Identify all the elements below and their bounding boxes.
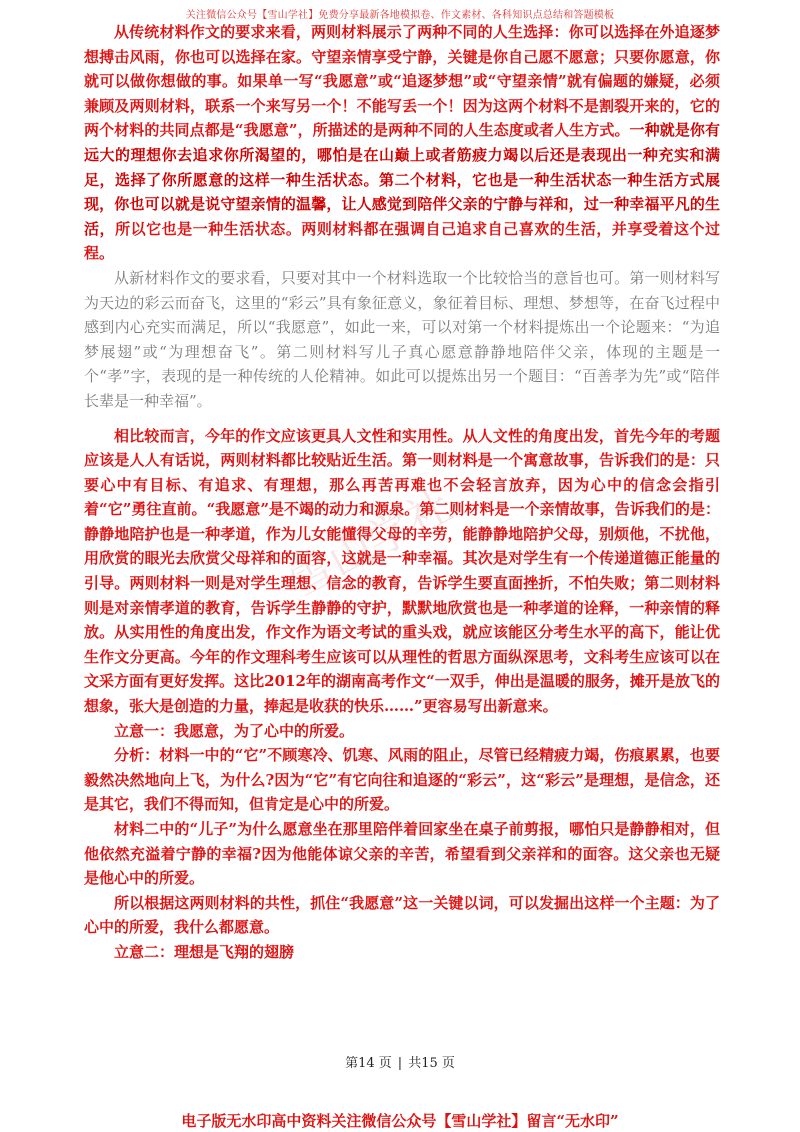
page-header-note: 关注微信公众号【雪山学社】免费分享最新各地模拟卷、作文素材、各科知识点总结和答题模板 — [185, 10, 615, 21]
page-current: 第14 页 — [345, 1056, 392, 1071]
page-separator: | — [397, 1056, 403, 1071]
watermark: 雪山学社 — [281, 480, 461, 609]
page-number — [0, 1052, 800, 1071]
emphasis-text: 一种就是你有远大的理想你去追求你所渴望的，哪怕是在山巅上或者筋疲力竭以后还是表现出一种充实和满足，选择了你所愿意的这样一种生活状态。第二个材料，它也是一种生活状态一种生活方式展现，你也可以就是 — [84, 121, 720, 214]
paragraph-new-material: 从新材料作文的要求看，只要对其中一个材料选取一个比较恰当的意旨也可。第一则材料写为天边的彩云而奋飞，这里的“彩云”具有象征意义，象征着目标、理想、梦想等，在奋飞过程中感到内心充实而满足，所以“我愿意”，如此一来，可以对第一个材料提炼出一个论题来：“为追梦展翅”或“为理想奋飞”。第二则材料写儿子真心愿意静静地陪伴父亲，体现的主题是一个“孝”字，表现的是一种传统的人伦精神。如此可以提炼出另一个题目：“百善孝为先”或“陪伴长辈是一种幸福”。 — [84, 268, 720, 410]
paragraph-analysis-one: 分析：材料一中的“它”不顾寒冷、饥寒、风雨的阻止，尽管已经精疲力竭，伤痕累累，也要毅然决然地向上飞，为什么?因为“它”有它向往和追逐的“彩云”，这“彩云”是理想，是信念，还是其它，我们不得而知，但肯定是心中的所爱。 — [84, 746, 720, 814]
paragraph-traditional-requirement — [84, 20, 720, 266]
paragraph-conclusion: 所以根据这两则材料的共性，抓住“我愿意”这一关键以词，可以发掘出这样一个主题：为了心中的所爱，我什么都愿意。 — [84, 893, 720, 937]
document-body — [84, 20, 720, 965]
paragraph-text: 从传统材料作文的要求来看，两则材料展示了两种不同的人生选择：你可以选择在外追逐梦想搏击风雨，你也可以选择在家。守望亲情享受宁静，关键是你自己愿不愿意；只要你愿意，你就可以做你想做的事。如果单一写“我愿意”或“追逐梦想”或“守望亲情”就有偏题的嫌疑，必须兼顾及两则材料，联系一个来写另一个！不能写丢一个！因为这两个材料不是割裂开来的，它的两个材料的共同点都是“我愿意”，所描述的是两种不同的人生态度或者人生方式。 — [84, 23, 720, 140]
page-total: 共15 页 — [408, 1056, 455, 1071]
paragraph-analysis-two: 材料二中的“儿子”为什么愿意坐在那里陪伴着回家坐在桌子前剪报，哪怕只是静静相对，但他依然充溢着宁静的幸福?因为他能体谅父亲的辛苦，希望看到父亲祥和的面容。这父亲也无疑是他心中的所爱。 — [84, 820, 720, 888]
heading-idea-two: 立意二：理想是飞翔的翅膀 — [114, 942, 295, 961]
paragraph-text: 所以它也是一种生活状态。两则材料都在强调自己追求自己喜欢的生活，并享受着这个过程。 — [84, 219, 720, 263]
heading-idea-one: 立意一：我愿意，为了心中的所爱。 — [114, 721, 355, 740]
paragraph-comparison: 相比较而言，今年的作文应该更具人文性和实用性。从人文性的角度出发，首先今年的考题应该是人人有话说，两则材料都比较贴近生活。第一则材料是一个寓意故事，告诉我们的是：只要心中有目标、有追求、有理想，那么再苦再难也不会轻言放弃，因为心中的信念会指引着“它”勇往直前。“我愿意”是不竭的动力和源泉。第二则材料是一个亲情故事，告诉我们的是：静静地陪护也是一种孝道，作为儿女能懂得父母的辛劳，能静静地陪护父母，别烦他，不扰他，用欣赏的眼光去欣赏父母祥和的面容，这就是一种幸福。其次是对学生有一个传递道德正能量的引导。两则材料一则是对学生理想、信念的教育，告诉学生要直面挫折，不怕失败；第二则材料则是对亲情孝道的教育，告诉学生静静的守护，默默地欣赏也是一种孝道的诠释，一种亲情的释放。从实用性的角度出发，作文作为语文考试的重头戏，就应该能区分考生水平的高下，能让优生作文分更高。今年的作文理科考生应该可以从理性的哲思方面纵深思考，文科考生应该可以在文采方面有更好发挥。这比2012年的湖南高考作文“一双手，伸出是温暖的服务，摊开是放飞的想象，张大是创造的力量，捧起是收获的快乐……”更容易写出新意来。 — [84, 426, 720, 716]
footer-note: 电子版无水印高中资料关注微信公众号【雪山学社】留言“无水印” — [181, 1112, 619, 1130]
emphasis-text: 说守望亲情的温馨，让人感觉到陪伴父亲的宁静与祥和，过一种幸福平凡的生活， — [84, 195, 720, 238]
